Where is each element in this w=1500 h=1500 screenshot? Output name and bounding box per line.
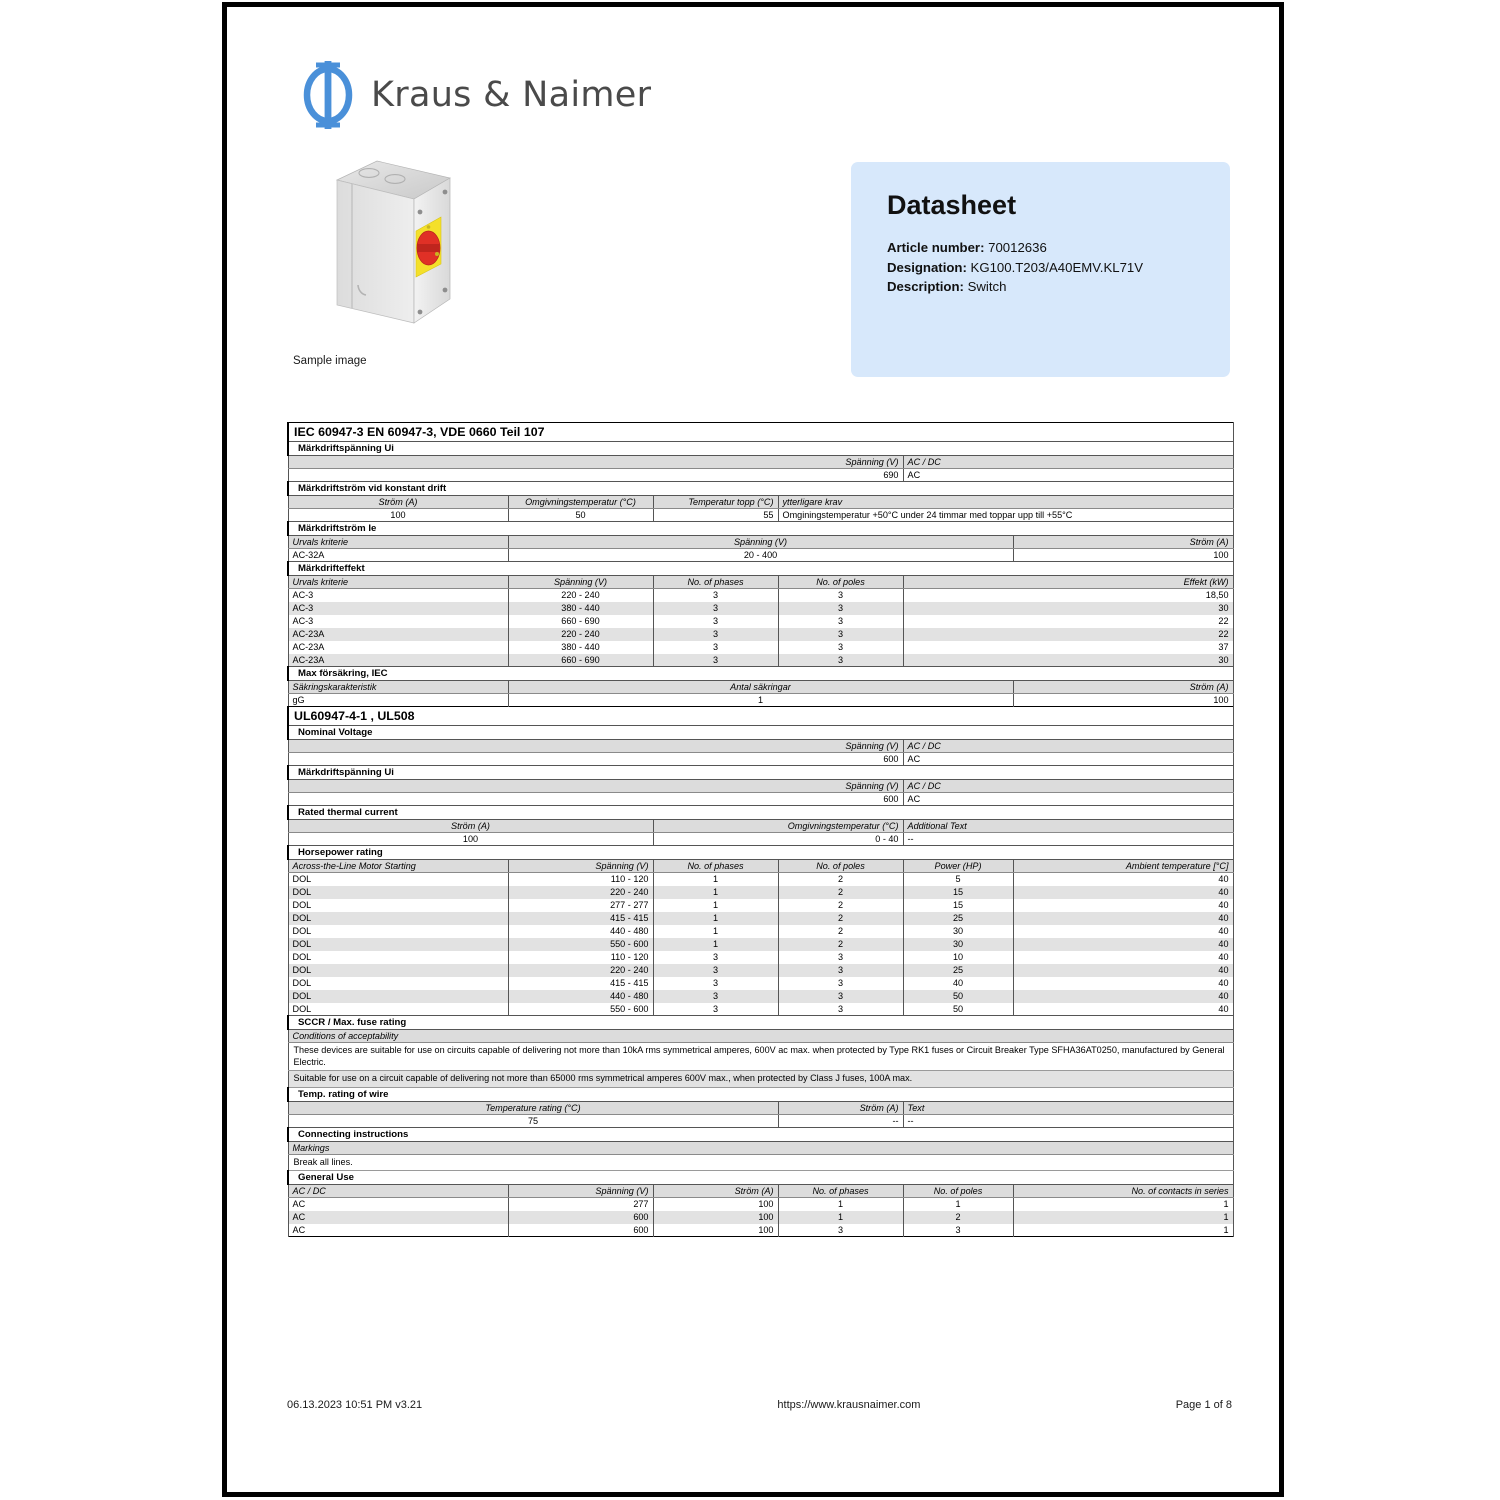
table-cell: 1 — [653, 899, 778, 912]
section-title-row — [288, 522, 1233, 536]
table-cell: 1 — [653, 925, 778, 938]
table-cell: 100 — [288, 833, 653, 846]
table-cell: 0 - 40 — [653, 833, 903, 846]
table-cell: Rated thermal current — [288, 806, 1233, 820]
table-cell: 50 — [508, 509, 653, 522]
table-cell: AC / DC — [903, 780, 1233, 793]
table-cell: 1 — [653, 886, 778, 899]
table-cell: Märkdriftström vid konstant drift — [288, 482, 1233, 496]
table-cell: 660 - 690 — [508, 615, 653, 628]
table-cell: Märkdriftspänning Ui — [288, 442, 1233, 456]
section-title-row — [288, 1087, 1233, 1101]
table-cell: 40 — [1013, 912, 1233, 925]
table-cell: Ström (A) — [288, 820, 653, 833]
designation-value: KG100.T203/A40EMV.KL71V — [970, 259, 1144, 275]
designation-row — [887, 258, 1143, 278]
table-cell: AC — [903, 753, 1233, 766]
table-cell: 415 - 415 — [508, 912, 653, 925]
table-cell: 30 — [903, 654, 1233, 667]
table-cell: DOL — [288, 925, 508, 938]
table-cell: 3 — [653, 951, 778, 964]
column-header-row — [288, 860, 1233, 873]
table-cell: Power (HP) — [903, 860, 1013, 873]
table-cell: DOL — [288, 899, 508, 912]
datasheet-info-card — [851, 162, 1230, 377]
table-row — [288, 1003, 1233, 1016]
table-row — [288, 977, 1233, 990]
table-cell: Ström (A) — [1013, 536, 1233, 549]
table-cell: 55 — [653, 509, 778, 522]
table-cell: 1 — [653, 938, 778, 951]
table-cell: AC / DC — [903, 740, 1233, 753]
table-cell: 550 - 600 — [508, 1003, 653, 1016]
column-header-row — [288, 740, 1233, 753]
table-cell: AC — [903, 793, 1233, 806]
table-cell: AC-3 — [288, 602, 508, 615]
table-cell: Temp. rating of wire — [288, 1087, 1233, 1101]
table-cell: Nominal Voltage — [288, 726, 1233, 740]
table-cell: 690 — [288, 469, 903, 482]
sample-image-caption: Sample image — [293, 355, 367, 367]
table-cell: 25 — [903, 964, 1013, 977]
table-cell: 3 — [653, 964, 778, 977]
article-number-value: 70012636 — [988, 240, 1047, 255]
table-row — [288, 912, 1233, 925]
table-cell: Spänning (V) — [288, 780, 903, 793]
table-row — [288, 549, 1233, 562]
note-row — [288, 1043, 1233, 1071]
description-label: Description: — [887, 279, 964, 294]
table-cell: 3 — [778, 951, 903, 964]
specifications-table — [287, 422, 1234, 1237]
table-cell: 3 — [778, 589, 903, 602]
table-cell: 50 — [903, 990, 1013, 1003]
table-cell: Ström (A) — [653, 1185, 778, 1198]
table-cell: AC-32A — [288, 549, 508, 562]
section-title-row — [288, 562, 1233, 576]
table-cell: 550 - 600 — [508, 938, 653, 951]
table-cell: 1 — [653, 873, 778, 886]
table-cell: 1 — [778, 1198, 903, 1211]
table-row — [288, 753, 1233, 766]
table-cell: AC-23A — [288, 628, 508, 641]
table-cell: AC — [288, 1198, 508, 1211]
table-cell: 660 - 690 — [508, 654, 653, 667]
table-cell: 380 - 440 — [508, 602, 653, 615]
table-cell: 2 — [778, 886, 903, 899]
table-cell: 37 — [903, 641, 1233, 654]
table-cell: 1 — [508, 694, 1013, 707]
table-cell: Säkringskarakteristik — [288, 681, 508, 694]
table-cell: 5 — [903, 873, 1013, 886]
note-row — [288, 1154, 1233, 1171]
table-cell: Spänning (V) — [288, 740, 903, 753]
table-cell: 100 — [653, 1198, 778, 1211]
table-cell: No. of phases — [653, 576, 778, 589]
table-cell: Additional Text — [903, 820, 1233, 833]
table-cell: 3 — [778, 602, 903, 615]
table-cell: -- — [778, 1114, 903, 1127]
table-cell: 20 - 400 — [508, 549, 1013, 562]
table-cell: 22 — [903, 615, 1233, 628]
table-cell: 3 — [778, 654, 903, 667]
table-cell: 3 — [778, 628, 903, 641]
table-cell: Ström (A) — [288, 496, 508, 509]
table-cell: 3 — [653, 1003, 778, 1016]
table-cell: Omginingstemperatur +50°C under 24 timmar med toppar upp till +55°C — [778, 509, 1233, 522]
table-cell: 40 — [1013, 925, 1233, 938]
table-cell: 3 — [653, 990, 778, 1003]
table-cell: 3 — [778, 615, 903, 628]
table-cell: -- — [903, 1114, 1233, 1127]
column-header-row — [288, 456, 1233, 469]
table-cell: UL60947-4-1 , UL508 — [288, 707, 1233, 726]
table-cell: 220 - 240 — [508, 628, 653, 641]
table-cell: 40 — [1013, 938, 1233, 951]
table-cell: 440 - 480 — [508, 925, 653, 938]
table-cell: 100 — [288, 509, 508, 522]
table-cell: Ambient temperature [°C] — [1013, 860, 1233, 873]
table-cell: IEC 60947-3 EN 60947-3, VDE 0660 Teil 107 — [288, 423, 1233, 442]
table-cell: 3 — [778, 977, 903, 990]
product-image — [322, 157, 467, 337]
section-title-row — [288, 1127, 1233, 1141]
section-title-row — [288, 846, 1233, 860]
table-cell: 18,50 — [903, 589, 1233, 602]
table-cell: 1 — [903, 1198, 1013, 1211]
table-cell: Spänning (V) — [508, 1185, 653, 1198]
column-header-row — [288, 536, 1233, 549]
table-row — [288, 873, 1233, 886]
table-cell: AC-23A — [288, 654, 508, 667]
table-cell: 600 — [288, 793, 903, 806]
specifications-table-wrap — [287, 422, 1232, 1237]
table-cell: ytterligare krav — [778, 496, 1233, 509]
article-number-row — [887, 238, 1143, 258]
table-cell: Märkdrifteffekt — [288, 562, 1233, 576]
table-cell: 3 — [778, 964, 903, 977]
table-cell: 3 — [653, 977, 778, 990]
document-page — [227, 7, 1279, 1492]
document-page-frame — [222, 2, 1284, 1497]
table-cell: AC / DC — [903, 456, 1233, 469]
table-cell: 380 - 440 — [508, 641, 653, 654]
table-cell: DOL — [288, 912, 508, 925]
column-header-row — [288, 820, 1233, 833]
section-title-row — [288, 442, 1233, 456]
table-row — [288, 654, 1233, 667]
table-cell: 1 — [1013, 1198, 1233, 1211]
datasheet-title: Datasheet — [887, 190, 1017, 220]
table-cell: 2 — [778, 925, 903, 938]
table-cell: 25 — [903, 912, 1013, 925]
table-cell: Max försäkring, IEC — [288, 667, 1233, 681]
table-cell: 1 — [653, 912, 778, 925]
table-cell: 220 - 240 — [508, 589, 653, 602]
table-cell: DOL — [288, 977, 508, 990]
table-cell: AC-23A — [288, 641, 508, 654]
table-cell: General Use — [288, 1171, 1233, 1185]
brand-header — [299, 61, 651, 129]
table-cell: 50 — [903, 1003, 1013, 1016]
table-cell: Suitable for use on a circuit capable of delivering not more than 65000 rms symmetrical amperes 600V max., when protected by Class J fuses, 100A max. — [288, 1071, 1233, 1088]
table-cell: gG — [288, 694, 508, 707]
section-title-row — [288, 1016, 1233, 1030]
section-title-row — [288, 806, 1233, 820]
description-value: Switch — [967, 279, 1007, 294]
table-cell: 220 - 240 — [508, 964, 653, 977]
table-row — [288, 951, 1233, 964]
table-cell: Spänning (V) — [508, 536, 1013, 549]
table-cell: 2 — [778, 899, 903, 912]
table-cell: AC / DC — [288, 1185, 508, 1198]
table-row — [288, 990, 1233, 1003]
section-title-row — [288, 667, 1233, 681]
table-cell: Ström (A) — [778, 1101, 903, 1114]
table-row — [288, 469, 1233, 482]
table-cell: Horsepower rating — [288, 846, 1233, 860]
column-header-row — [288, 576, 1233, 589]
table-cell: No. of poles — [903, 1185, 1013, 1198]
table-cell: Omgivningstemperatur (°C) — [653, 820, 903, 833]
table-cell: 440 - 480 — [508, 990, 653, 1003]
table-cell: 3 — [778, 1003, 903, 1016]
table-cell: 75 — [288, 1114, 778, 1127]
article-number-label: Article number: — [887, 240, 985, 255]
table-row — [288, 1211, 1233, 1224]
table-cell: Spänning (V) — [508, 576, 653, 589]
table-cell: DOL — [288, 951, 508, 964]
table-cell: 277 - 277 — [508, 899, 653, 912]
table-row — [288, 628, 1233, 641]
table-cell: DOL — [288, 1003, 508, 1016]
table-cell: 277 — [508, 1198, 653, 1211]
table-cell: Markings — [288, 1141, 1233, 1154]
section-subhead-row — [288, 1141, 1233, 1154]
table-cell: 1 — [1013, 1211, 1233, 1224]
table-cell: AC — [288, 1211, 508, 1224]
table-cell: Temperature rating (°C) — [288, 1101, 778, 1114]
datasheet-meta — [887, 238, 1143, 297]
table-cell: Spänning (V) — [508, 860, 653, 873]
table-row — [288, 938, 1233, 951]
table-cell: AC-3 — [288, 615, 508, 628]
table-row — [288, 694, 1233, 707]
table-cell: No. of phases — [653, 860, 778, 873]
table-cell: Ström (A) — [1013, 681, 1233, 694]
table-cell: 220 - 240 — [508, 886, 653, 899]
table-row — [288, 925, 1233, 938]
table-cell: DOL — [288, 964, 508, 977]
designation-label: Designation: — [887, 259, 967, 275]
table-cell: No. of phases — [778, 1185, 903, 1198]
table-cell: Break all lines. — [288, 1154, 1233, 1171]
table-cell: 3 — [778, 990, 903, 1003]
table-cell: Omgivningstemperatur (°C) — [508, 496, 653, 509]
table-cell: 3 — [653, 602, 778, 615]
table-cell: -- — [903, 833, 1233, 846]
table-cell: No. of poles — [778, 576, 903, 589]
table-row — [288, 615, 1233, 628]
table-cell: DOL — [288, 990, 508, 1003]
table-cell: 1 — [1013, 1224, 1233, 1237]
table-cell: DOL — [288, 873, 508, 886]
table-cell: 600 — [508, 1211, 653, 1224]
page-footer — [287, 1399, 1232, 1411]
table-cell: 2 — [778, 938, 903, 951]
table-cell: 2 — [778, 912, 903, 925]
table-cell: 110 - 120 — [508, 873, 653, 886]
table-cell: 100 — [1013, 694, 1233, 707]
table-cell: 600 — [288, 753, 903, 766]
footer-page-number: Page 1 of 8 — [1175, 1399, 1232, 1411]
table-cell: Effekt (kW) — [903, 576, 1233, 589]
note-row — [288, 1071, 1233, 1088]
footer-timestamp: 06.13.2023 10:51 PM v3.21 — [287, 1399, 423, 1411]
table-cell: 3 — [653, 641, 778, 654]
table-cell: No. of poles — [778, 860, 903, 873]
table-cell: 40 — [1013, 977, 1233, 990]
table-row — [288, 886, 1233, 899]
table-cell: 40 — [1013, 886, 1233, 899]
table-cell: 40 — [1013, 990, 1233, 1003]
section-title-row — [288, 482, 1233, 496]
table-cell: 40 — [1013, 1003, 1233, 1016]
table-row — [288, 1224, 1233, 1237]
description-row — [887, 277, 1143, 297]
table-cell: 40 — [1013, 951, 1233, 964]
table-cell: 30 — [903, 925, 1013, 938]
column-header-row — [288, 1185, 1233, 1198]
table-cell: Temperatur topp (°C) — [653, 496, 778, 509]
table-cell: Urvals kriterie — [288, 536, 508, 549]
table-row — [288, 899, 1233, 912]
column-header-row — [288, 780, 1233, 793]
table-row — [288, 1198, 1233, 1211]
column-header-row — [288, 681, 1233, 694]
table-cell: 30 — [903, 602, 1233, 615]
table-row — [288, 833, 1233, 846]
table-cell: AC — [288, 1224, 508, 1237]
section-title-row — [288, 726, 1233, 740]
table-cell: 30 — [903, 938, 1013, 951]
table-cell: SCCR / Max. fuse rating — [288, 1016, 1233, 1030]
table-bottom-rule — [288, 1237, 1233, 1238]
table-row — [288, 602, 1233, 615]
section-subhead-row — [288, 1030, 1233, 1043]
table-cell: DOL — [288, 886, 508, 899]
table-cell: 40 — [1013, 964, 1233, 977]
table-cell: Across-the-Line Motor Starting — [288, 860, 508, 873]
standard-title-row — [288, 707, 1233, 726]
table-cell: 100 — [653, 1211, 778, 1224]
table-cell: AC-3 — [288, 589, 508, 602]
table-cell: 40 — [903, 977, 1013, 990]
table-cell: 3 — [778, 1224, 903, 1237]
table-cell: 40 — [1013, 899, 1233, 912]
table-cell: 600 — [508, 1224, 653, 1237]
column-header-row — [288, 1101, 1233, 1114]
table-cell: 3 — [778, 641, 903, 654]
table-cell: Connecting instructions — [288, 1127, 1233, 1141]
table-cell: No. of contacts in series — [1013, 1185, 1233, 1198]
table-cell: Text — [903, 1101, 1233, 1114]
table-cell: Urvals kriterie — [288, 576, 508, 589]
table-cell: 415 - 415 — [508, 977, 653, 990]
table-cell: 2 — [778, 873, 903, 886]
table-row — [288, 589, 1233, 602]
table-row — [288, 793, 1233, 806]
table-row — [288, 509, 1233, 522]
table-cell: Märkdriftström Ie — [288, 522, 1233, 536]
section-title-row — [288, 1171, 1233, 1185]
table-cell: 3 — [653, 615, 778, 628]
table-cell: DOL — [288, 938, 508, 951]
standard-title-row — [288, 423, 1233, 442]
table-cell: 22 — [903, 628, 1233, 641]
table-cell: 100 — [1013, 549, 1233, 562]
table-cell: Märkdriftspänning Ui — [288, 766, 1233, 780]
table-cell: Conditions of acceptability — [288, 1030, 1233, 1043]
table-row — [288, 964, 1233, 977]
column-header-row — [288, 496, 1233, 509]
table-cell: 2 — [903, 1211, 1013, 1224]
table-cell: 10 — [903, 951, 1013, 964]
table-cell: 40 — [1013, 873, 1233, 886]
footer-url[interactable]: https://www.krausnaimer.com — [777, 1399, 921, 1411]
table-cell: Spänning (V) — [288, 456, 903, 469]
table-cell: Antal säkringar — [508, 681, 1013, 694]
table-cell: 100 — [653, 1224, 778, 1237]
table-row — [288, 1114, 1233, 1127]
table-row — [288, 641, 1233, 654]
table-cell: 1 — [778, 1211, 903, 1224]
table-cell: AC — [903, 469, 1233, 482]
table-cell: 3 — [653, 654, 778, 667]
table-cell: 3 — [903, 1224, 1013, 1237]
brand-name: Kraus & Naimer — [371, 75, 652, 115]
table-cell: 15 — [903, 886, 1013, 899]
table-cell: 15 — [903, 899, 1013, 912]
kraus-naimer-phi-logo-icon — [299, 61, 357, 129]
table-cell: These devices are suitable for use on circuits capable of delivering not more than 10kA rms symmetrical amperes, 600V ac max. when protected by Type RK1 fuses or Circuit Breaker Type SFHA36AT0250, manufactured by General Electric. — [288, 1043, 1233, 1071]
section-title-row — [288, 766, 1233, 780]
table-cell: 3 — [653, 628, 778, 641]
table-cell: 3 — [653, 589, 778, 602]
table-cell: 110 - 120 — [508, 951, 653, 964]
